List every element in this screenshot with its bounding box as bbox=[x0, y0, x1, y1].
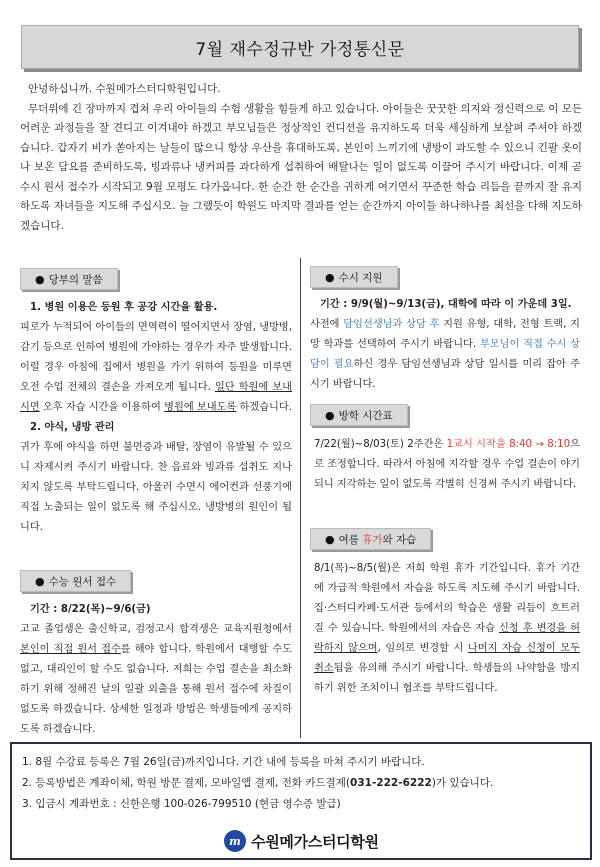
suneung-text-a: 고교 졸업생은 출신학교, 검정고시 합격생은 교육지원청에서 bbox=[20, 624, 292, 635]
summer-text-a: 8/1(목)~8/5(월)은 저희 학원 휴가 기간입니다. 휴가 기간에 가급적 학원에서 자습을 하도록 지도해 주시기 바랍니다. 집·스터디카페·도서관 등에서의 학습은 생활 리듬이 흐트러질 수 있습니다. 학원에서의 자습은 자습 bbox=[314, 563, 580, 634]
suneung-heading-label: 수능 원서 접수 bbox=[48, 576, 117, 588]
column-divider bbox=[300, 258, 301, 738]
vacation-text-b: 으로 조정합니다. 따라서 아침에 지각할 경우 수업 결손이 야기되니 지각하는 일이 없도록 각별히 신경써 주시기 바랍니다. bbox=[314, 439, 580, 490]
bullet-dot-icon: ● bbox=[35, 575, 45, 588]
academy-logo bbox=[224, 830, 379, 852]
susi-text-a: 사전에 bbox=[310, 319, 344, 330]
request-heading-label: 당부의 말씀 bbox=[48, 274, 103, 286]
request-item1-title: 1. 병원 이용은 등원 후 공강 시간을 활용. bbox=[30, 302, 218, 313]
bullet-dot-icon: ● bbox=[325, 533, 335, 546]
susi-blue-a: 담임선생님과 상담 후 bbox=[343, 319, 440, 330]
susi-text-c: 하신 경우 담임선생님과 상담 일시를 미리 잡아 주시기 바랍니다. bbox=[310, 359, 580, 390]
request-item1-text-a: 피로가 누적되어 아이들의 면역력이 떨어지면서 장염, 냉방병, 감기 등으로 인하여 병원에 가야하는 경우가 자주 발생합니다. 이럴 경우 아침에 집에서 병원을 가기 위하여 등원을 미루면 오전 수업 전체의 결손을 가져오게 됩니다. bbox=[20, 322, 292, 393]
summer-heading bbox=[310, 528, 431, 550]
summer-text-c: 됨을 유의해 주시기 바랍니다. 학생들의 나약함을 방지하기 위한 조치이니 협조를 부탁드립니다. bbox=[314, 663, 580, 694]
vacation-text bbox=[310, 435, 580, 495]
request-section bbox=[20, 268, 292, 538]
request-item1-underline-a: 일단 학원에 보내시면 bbox=[20, 382, 292, 413]
vacation-red: 1교시 시작을 8:40 → 8:10 bbox=[446, 439, 571, 450]
susi-blue-b: 부모님이 직접 수시 상담이 필요 bbox=[310, 339, 580, 370]
summer-text bbox=[310, 559, 580, 699]
request-item2-title: 2. 야식, 냉방 관리 bbox=[30, 422, 115, 433]
summer-text-b: , 임의로 변경할 시 bbox=[377, 643, 468, 654]
suneung-heading bbox=[20, 570, 131, 592]
academy-logo-text: 수원메가스터디학원 bbox=[251, 832, 379, 851]
suneung-underline: 본인이 직접 원서 접수 bbox=[20, 644, 121, 655]
newsletter-title: 7월 재수정규반 가정통신문 bbox=[195, 39, 405, 60]
summer-heading-b: 와 자습 bbox=[382, 534, 417, 546]
newsletter-title-box bbox=[21, 25, 579, 69]
suneung-section bbox=[20, 570, 292, 740]
susi-section bbox=[310, 266, 580, 395]
summer-underline-a: 신청 후 변경을 허락하지 않으며 bbox=[314, 623, 580, 654]
susi-period: 기간 : 9/9(월)~9/13(금), 대학에 따라 이 가운데 3일. bbox=[320, 299, 572, 310]
bullet-dot-icon: ● bbox=[325, 409, 335, 422]
request-heading bbox=[20, 268, 118, 290]
summer-heading-a: 여름 bbox=[338, 534, 363, 546]
request-item1-text bbox=[20, 318, 292, 418]
vacation-text-a: 7/22(월)~8/03(토) 2주간은 bbox=[314, 439, 447, 450]
notice-phone: 031-222-6222 bbox=[350, 777, 432, 789]
intro-greeting: 안녕하십니까. 수원메가스터디학원입니다. bbox=[28, 83, 221, 95]
academy-logo-icon: m bbox=[224, 830, 246, 852]
notice-line-1: 1. 8월 수강료 등록은 7월 26일(금)까지입니다. 기간 내에 등록을 마쳐 주시기 바랍니다. bbox=[22, 756, 425, 768]
susi-text-b: 지원 유형, 대학, 전형 트랙, 지망 학과를 선택하여 주시기 바랍니다. bbox=[310, 319, 580, 350]
summer-section bbox=[310, 528, 580, 699]
bullet-dot-icon: ● bbox=[325, 271, 335, 284]
notice-line-2 bbox=[22, 773, 493, 794]
request-item1-underline-b: 병원에 보내도록 bbox=[164, 402, 237, 413]
suneung-text-b: 를 해야 합니다. 학원에서 대행할 수도 없고, 대리인이 할 수도 없습니다. 저희는 수업 결손을 최소화하기 위해 정해진 날의 일괄 외출을 통해 원서 접수에 차질이 없도록 하겠습니다. 상세한 일정과 방법은 학생들에게 공지하도록 하겠습니다. bbox=[20, 644, 292, 735]
notice-line-2-b: )가 있습니다. bbox=[431, 777, 494, 789]
susi-text bbox=[310, 315, 580, 395]
intro-section bbox=[20, 80, 582, 236]
summer-underline-b: 나머지 자습 신청이 모두 취소 bbox=[314, 643, 580, 674]
request-item1-text-b: 오후 자습 시간을 이용하여 bbox=[39, 402, 165, 413]
notice-list bbox=[22, 752, 493, 815]
susi-heading-label: 수시 지원 bbox=[338, 272, 383, 284]
notice-line-2-a: 2. 등록방법은 계좌이체, 학원 방문 결제, 모바일앱 결제, 전화 카드결제( bbox=[22, 777, 351, 789]
request-item1-text-c: 하겠습니다. bbox=[236, 402, 292, 413]
notice-line-3: 3. 입금시 계좌번호 : 신한은행 100-026-799510 (현금 영수증 발급) bbox=[22, 798, 341, 810]
suneung-period: 기간 : 8/22(목)~9/6(금) bbox=[30, 604, 151, 615]
summer-heading-red: 휴가 bbox=[362, 534, 383, 546]
susi-heading bbox=[310, 266, 398, 288]
vacation-section bbox=[310, 404, 580, 495]
bullet-dot-icon: ● bbox=[35, 273, 45, 286]
intro-body: 무더위에 긴 장마까지 겹쳐 우리 아이들의 수험 생활을 힘들게 하고 있습니다. 아이들은 꿋꿋한 의지와 정신력으로 이 모든 어려운 과정들을 잘 견디고 이겨내야 하겠고 부모님들은 정상적인 컨디션을 유지하도록 더욱 세심하게 보살펴 주셔야 하겠습니다. 갑자기 비가 쏟아지는 날들이 많으니 항상 우산을 휴대하도록, 본인이 느끼기에 냉방이 과도할 수 있으니 긴팔 옷이나 보온 담요를 준비하도록, 빙과류나 냉커피를 과다하게 섭취하여 배탈나는 일이 없도록 이끌어 주시기 바랍니다. 이제 곧 수시 원서 접수가 시작되고 9월 모평도 다가옵니다. 한 순간 한 순간을 귀하게 여기면서 꾸준한 학습 리듬을 끝까지 잘 유지하도록 자녀들을 지도해 주십시오. 늘 그랬듯이 학원도 마지막 결과를 얻는 순간까지 아이들 하나하나를 최선을 다해 지도하겠습니다. bbox=[20, 102, 582, 232]
suneung-text bbox=[20, 620, 292, 740]
vacation-heading-label: 방학 시간표 bbox=[338, 410, 393, 422]
request-item2-text: 귀가 후에 야식을 하면 불면증과 배탈, 장염이 유발될 수 있으니 자제시켜 주시기 바랍니다. 찬 음료와 빙과류 섭취도 지나치지 않도록 부탁드립니다. 아울러 수면시 에어컨과 선풍기에 직접 노출되는 일이 없도록 해 주십시오. 냉방병의 원인이 됩니다. bbox=[20, 442, 292, 533]
vacation-heading bbox=[310, 404, 408, 426]
